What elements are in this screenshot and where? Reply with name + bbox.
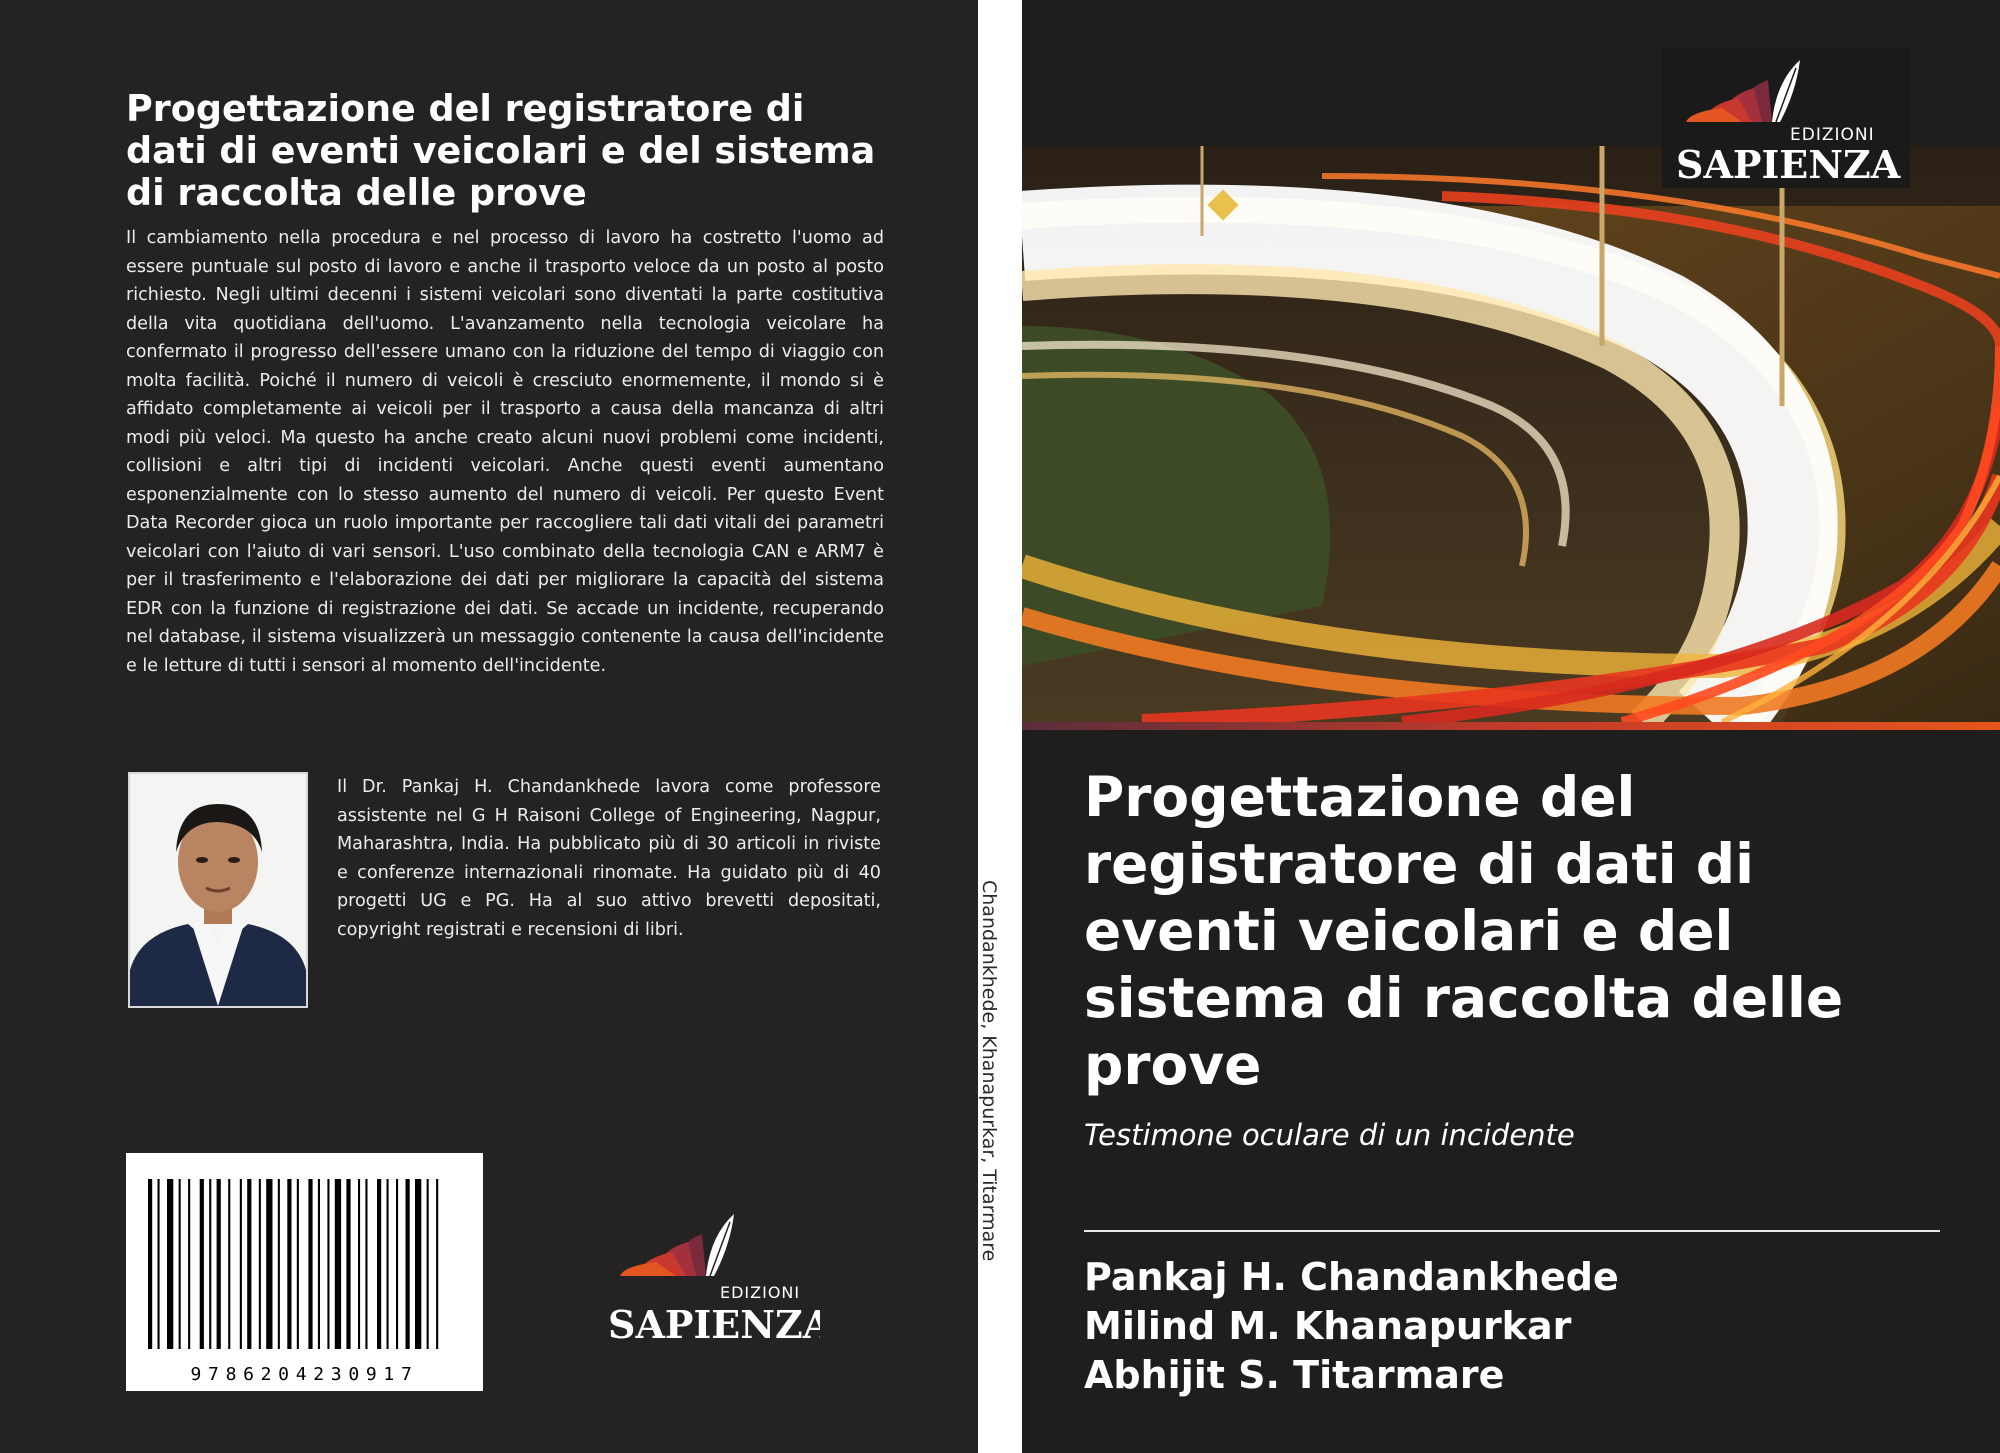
- quill-fan-logo-icon: [1662, 48, 1910, 188]
- front-cover-subtitle: Testimone oculare di un incidente: [1084, 1118, 1575, 1152]
- quill-fan-logo-icon: [600, 1206, 820, 1346]
- cover-photo: [1022, 146, 2000, 722]
- back-cover: [0, 0, 978, 1453]
- back-cover-blurb: Il cambiamento nella procedura e nel processo di lavoro ha costretto l'uomo ad essere puntuale sul posto di lavoro e anche il trasporto veloce da un posto al posto richiesto. Negli ultimi decenni i sistemi veicolari sono diventati la parte costitutiva della vita quotidiana dell'uomo. L'avanzamento nella tecnologia veicolare ha confermato il progresso dell'essere umano con la riduzione del tempo di viaggio con molta facilità. Poiché il numero di veicoli è cresciuto enormemente, il mondo si è affidato completamente ai veicoli per il trasporto a causa della mancanza di altri modi più veloci. Ma questo ha anche creato alcuni nuovi problemi come incidenti, collisioni e altri tipi di incidenti veicolari. Anche questi eventi aumentano esponenzialmente con lo stesso aumento del numero di veicoli. Per questo Event Data Recorder gioca un ruolo importante per raccogliere tali dati vitali dei parametri veicolari con l'aiuto di vari sensori. L'uso combinato della tecnologia CAN e ARM7 è per il trasferimento e l'elaborazione dei dati per migliorare la capacità del sistema EDR con la funzione di registrazione dei dati. Se accade un incidente, recuperando nel database, il sistema visualizzerà un messaggio contenente la causa dell'incidente e le letture di tutti i sensori al momento dell'incidente.: [126, 228, 884, 676]
- author-photo: [128, 772, 308, 1008]
- back-publisher-logo: [600, 1206, 820, 1346]
- logo-sapienza-text: SAPIENZA: [1676, 142, 1901, 187]
- author-name: Milind M. Khanapurkar: [1084, 1304, 1572, 1348]
- photo-accent-band: [1022, 722, 2000, 730]
- logo-sapienza-text: SAPIENZA: [608, 1302, 820, 1346]
- isbn-barcode: [126, 1153, 483, 1391]
- divider: [1084, 1230, 1940, 1232]
- author-name: Pankaj H. Chandankhede: [1084, 1255, 1619, 1299]
- spine-text-container: [978, 0, 1022, 1453]
- author-bio: Il Dr. Pankaj H. Chandankhede lavora come professore assistente nel G H Raisoni College of Engineering, Nagpur, Maharashtra, India. Ha pubblicato più di 30 articoli in riviste e conferenze internazionali rinomate. Ha guidato più di 40 progetti UG e PG. Ha al suo attivo brevetti depositati, copyright registrati e recensioni di libri.: [337, 777, 881, 940]
- spine: [978, 0, 1022, 1453]
- author-name: Abhijit S. Titarmare: [1084, 1353, 1505, 1397]
- author-list: [1084, 1253, 1619, 1400]
- front-publisher-logo: [1662, 48, 1910, 188]
- logo-edizioni-text: EDIZIONI: [720, 1283, 801, 1302]
- barcode-number: 9786204230917: [190, 1364, 419, 1385]
- spine-authors: Chandankhede, Khanapurkar, Titarmare: [978, 880, 1000, 1262]
- highway-light-trails-icon: [1022, 146, 2000, 722]
- front-cover-title: Progettazione del registratore di dati di eventi veicolari e del sistema di raccolta delle prove: [1084, 765, 1844, 1097]
- author-portrait-icon: [130, 774, 306, 1006]
- barcode-bars-icon: [126, 1153, 483, 1358]
- front-cover: [1022, 0, 2000, 1453]
- logo-edizioni-text: EDIZIONI: [1790, 125, 1875, 145]
- back-cover-title: Progettazione del registratore di dati di eventi veicolari e del sistema di raccolta delle prove: [126, 87, 876, 214]
